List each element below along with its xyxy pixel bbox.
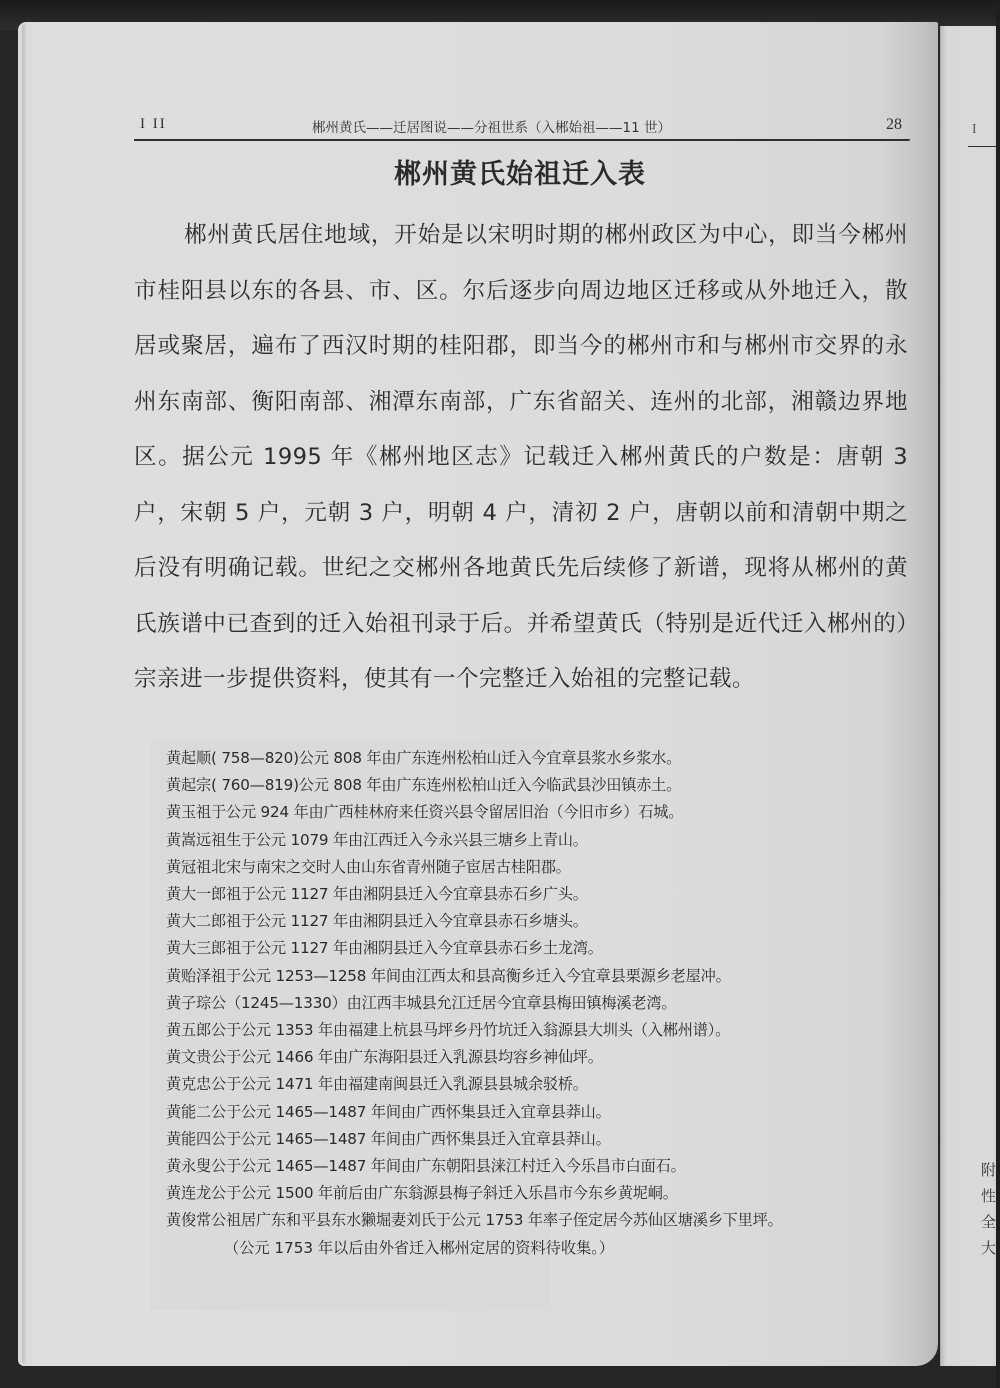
adjacent-char: 全 [981, 1213, 997, 1231]
list-item: 黄能四公于公元 1465—1487 年间由广西怀集县迁入宜章县莽山。 [166, 1129, 611, 1148]
list-item: 黄玉祖于公元 924 年由广西桂林府来任资兴县令留居旧治（今旧市乡）石城。 [166, 803, 684, 822]
adjacent-char: 性 [981, 1187, 997, 1205]
running-header [140, 114, 906, 138]
list-item: 黄俊常公祖居广东和平县东水獭堀妻刘氏于公元 1753 年率子侄定居今苏仙区塘溪乡下里坪。 [166, 1211, 783, 1230]
list-item: 黄大三郎祖于公元 1127 年由湘阴县迁入今宜章县赤石乡土龙湾。 [166, 939, 603, 958]
list-item: 黄能二公于公元 1465—1487 年间由广西怀集县迁入宜章县莽山。 [166, 1102, 611, 1121]
book-edge-shadow [996, 0, 1000, 1388]
page-number: 28 [886, 116, 902, 133]
list-item: 黄冠祖北宋与南宋之交时人由山东省青州随子宦居古桂阳郡。 [166, 857, 571, 876]
list-item: 黄克忠公于公元 1471 年由福建南闽县迁入乳源县县城余驳桥。 [166, 1075, 588, 1094]
list-item: 黄贻泽祖于公元 1253—1258 年间由江西太和县高衡乡迁入今宜章县栗源乡老屋冲。 [166, 966, 731, 985]
running-header-title: 郴州黄氏——迁居图说——分祖世系（入郴始祖——11 世） [312, 120, 671, 136]
header-rule [134, 139, 910, 141]
list-item: 黄五郎公于公元 1353 年由福建上杭县马坪乡丹竹坑迁入翁源县大圳头（入郴州谱）。 [166, 1021, 731, 1040]
section-mark: I II [140, 116, 167, 132]
adjacent-page-header-mark: I [972, 122, 977, 137]
list-item: 黄子琮公（1245—1330）由江西丰城县允江迁居今宜章县梅田镇梅溪老湾。 [166, 993, 677, 1012]
list-item: 黄大一郎祖于公元 1127 年由湘阴县迁入今宜章县赤石乡广头。 [166, 885, 588, 904]
list-item: 黄起宗( 760—819)公元 808 年由广东连州松柏山迁入今临武县沙田镇赤土。 [166, 776, 682, 795]
adjacent-char: 附 [981, 1161, 997, 1179]
page-title: 郴州黄氏始祖迁入表 [394, 159, 646, 190]
footnote: （公元 1753 年以后由外省迁入郴州定居的资料待收集。） [224, 1238, 615, 1257]
page-stack-edge [22, 24, 28, 1364]
list-item: 黄永叟公于公元 1465—1487 年间由广东朝阳县涞江村迁入今乐昌市白面石。 [166, 1157, 686, 1176]
list-item: 黄起顺( 758—820)公元 808 年由广东连州松柏山迁入今宜章县浆水乡浆水。 [166, 749, 682, 767]
list-item: 黄嵩远祖生于公元 1079 年由江西迁入今永兴县三塘乡上青山。 [166, 830, 588, 849]
list-item: 黄文贵公于公元 1466 年由广东海阳县迁入乳源县均容乡神仙坪。 [166, 1048, 603, 1067]
adjacent-char: 大 [981, 1239, 997, 1257]
ancestor-migration-list [166, 745, 906, 1262]
list-item: 黄大二郎祖于公元 1127 年由湘阴县迁入今宜章县赤石乡塘头。 [166, 912, 588, 931]
intro-paragraph: 郴州黄氏居住地域，开始是以宋明时期的郴州政区为中心，即当今郴州市桂阳县以东的各县、市、区。尔后逐步向周边地区迁移或从外地迁入，散居或聚居，遍布了西汉时期的桂阳郡，即当今的郴州市和与郴州市交界的永州东南部、衡阳南部、湘潭东南部，广东省韶关、连州的北部，湘赣边界地区。据公元 1995 年《郴州地区志》记载迁入郴州黄氏的户数是：唐朝 3 户，宋朝 5 户，元朝 3 户，明朝 4 户，清初 2 户，唐朝以前和清朝中期之后没有明确记载。世纪之交郴州各地黄氏先后续修了新谱，现将从郴州的黄氏族谱中已查到的迁入始祖刊录于后。并希望黄氏（特别是近代迁入郴州的）宗亲进一步提供资料，使其有一个完整迁入始祖的完整记载。 [134, 222, 908, 692]
adjacent-page-text [981, 1157, 997, 1261]
adjacent-page-header-rule [968, 146, 996, 147]
list-item: 黄连龙公于公元 1500 年前后由广东翁源县梅子斜迁入乐昌市今东乡黄坭峒。 [166, 1184, 678, 1203]
